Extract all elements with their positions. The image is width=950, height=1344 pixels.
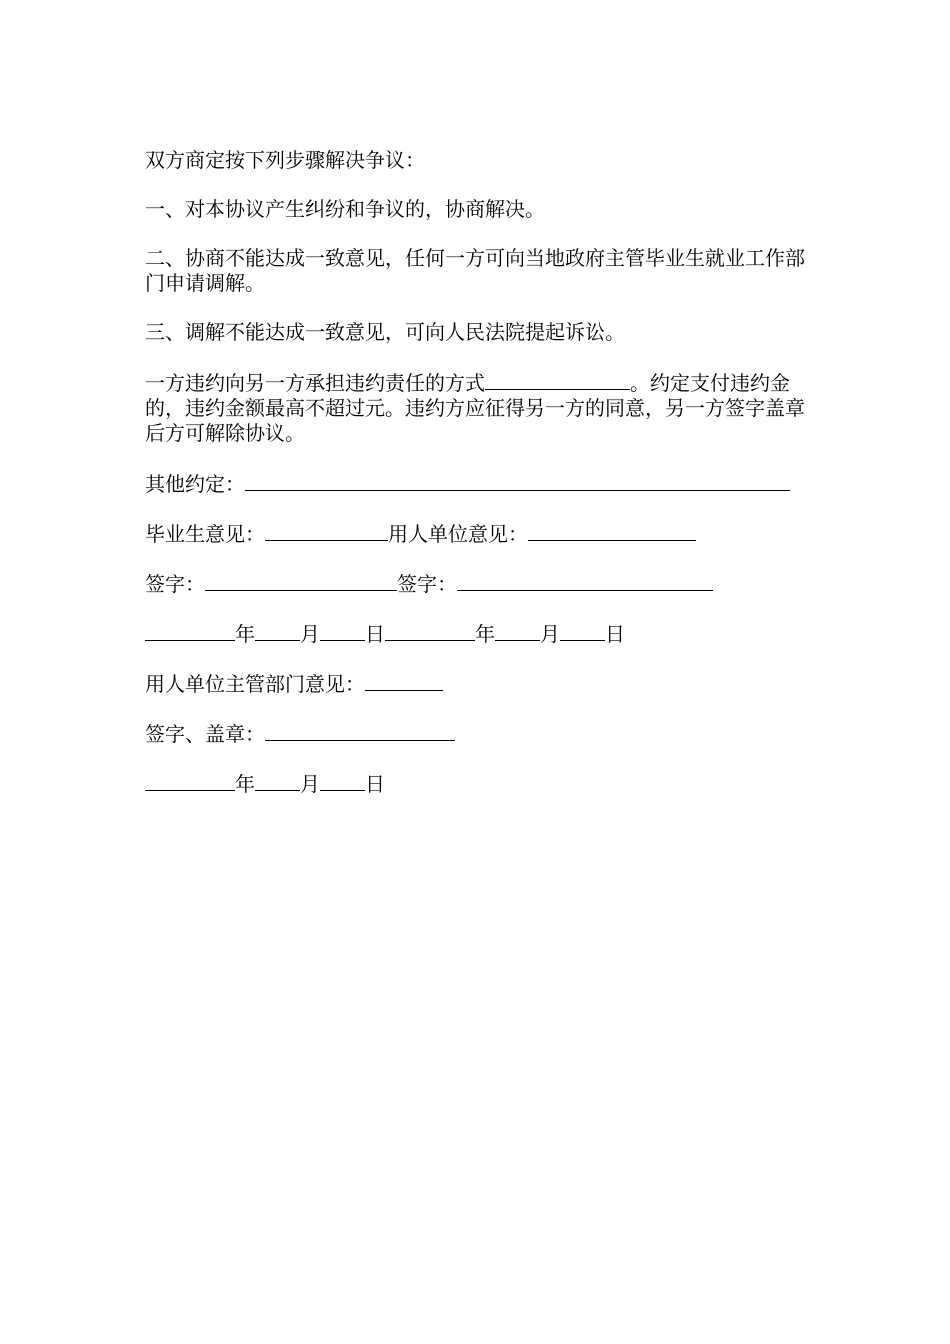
supervisor-opinion-label: 用人单位主管部门意见： <box>145 672 365 696</box>
other-agreement-blank[interactable] <box>245 470 790 491</box>
graduate-sign-blank[interactable] <box>205 570 397 591</box>
day-label-3: 日 <box>365 772 385 796</box>
opinion-line <box>145 520 805 545</box>
clause-one: 一、对本协议产生纠纷和争议的，协商解决。 <box>145 197 545 221</box>
supervisor-opinion-line <box>145 670 805 695</box>
month-label-2: 月 <box>540 622 560 646</box>
day-blank-2[interactable] <box>560 620 605 641</box>
intro-paragraph: 双方商定按下列步骤解决争议： <box>145 148 425 172</box>
sign-seal-line <box>145 720 805 745</box>
year-blank-2[interactable] <box>385 620 475 641</box>
month-blank-2[interactable] <box>495 620 540 641</box>
year-label-3: 年 <box>235 772 255 796</box>
breach-method-blank[interactable] <box>485 369 630 390</box>
graduate-opinion-blank[interactable] <box>265 520 388 541</box>
year-blank-1[interactable] <box>145 620 235 641</box>
breach-text-after: 。约定支付违约金的，违约金额最高不超过元。违约方应征得另一方的同意，另一方签字盖章后方可解除协议。 <box>145 371 805 445</box>
clause-three: 三、调解不能达成一致意见，可向人民法院提起诉讼。 <box>145 320 625 344</box>
supervisor-opinion-blank[interactable] <box>365 670 443 691</box>
month-label-3: 月 <box>300 772 320 796</box>
month-blank-1[interactable] <box>255 620 300 641</box>
sign-seal-blank[interactable] <box>265 720 455 741</box>
day-label-2: 日 <box>605 622 625 646</box>
graduate-sign-label: 签字： <box>145 572 205 596</box>
other-agreement-line <box>145 470 805 495</box>
employer-opinion-blank[interactable] <box>528 520 696 541</box>
employer-sign-label: 签字： <box>397 572 457 596</box>
breach-text-before: 一方违约向另一方承担违约责任的方式 <box>145 371 485 395</box>
breach-clause <box>145 369 805 446</box>
employer-sign-blank[interactable] <box>457 570 713 591</box>
signature-line <box>145 570 805 595</box>
other-agreement-label: 其他约定： <box>145 472 245 496</box>
year-blank-3[interactable] <box>145 770 235 791</box>
year-label-1: 年 <box>235 622 255 646</box>
month-blank-3[interactable] <box>255 770 300 791</box>
day-blank-1[interactable] <box>320 620 365 641</box>
sign-seal-label: 签字、盖章： <box>145 722 265 746</box>
graduate-opinion-label: 毕业生意见： <box>145 522 265 546</box>
day-blank-3[interactable] <box>320 770 365 791</box>
month-label-1: 月 <box>300 622 320 646</box>
day-label-1: 日 <box>365 622 385 646</box>
date-line-single <box>145 770 805 795</box>
clause-two: 二、协商不能达成一致意见，任何一方可向当地政府主管毕业生就业工作部门申请调解。 <box>145 246 805 295</box>
document-page <box>145 148 805 820</box>
employer-opinion-label: 用人单位意见： <box>388 522 528 546</box>
year-label-2: 年 <box>475 622 495 646</box>
date-line-double <box>145 620 805 645</box>
